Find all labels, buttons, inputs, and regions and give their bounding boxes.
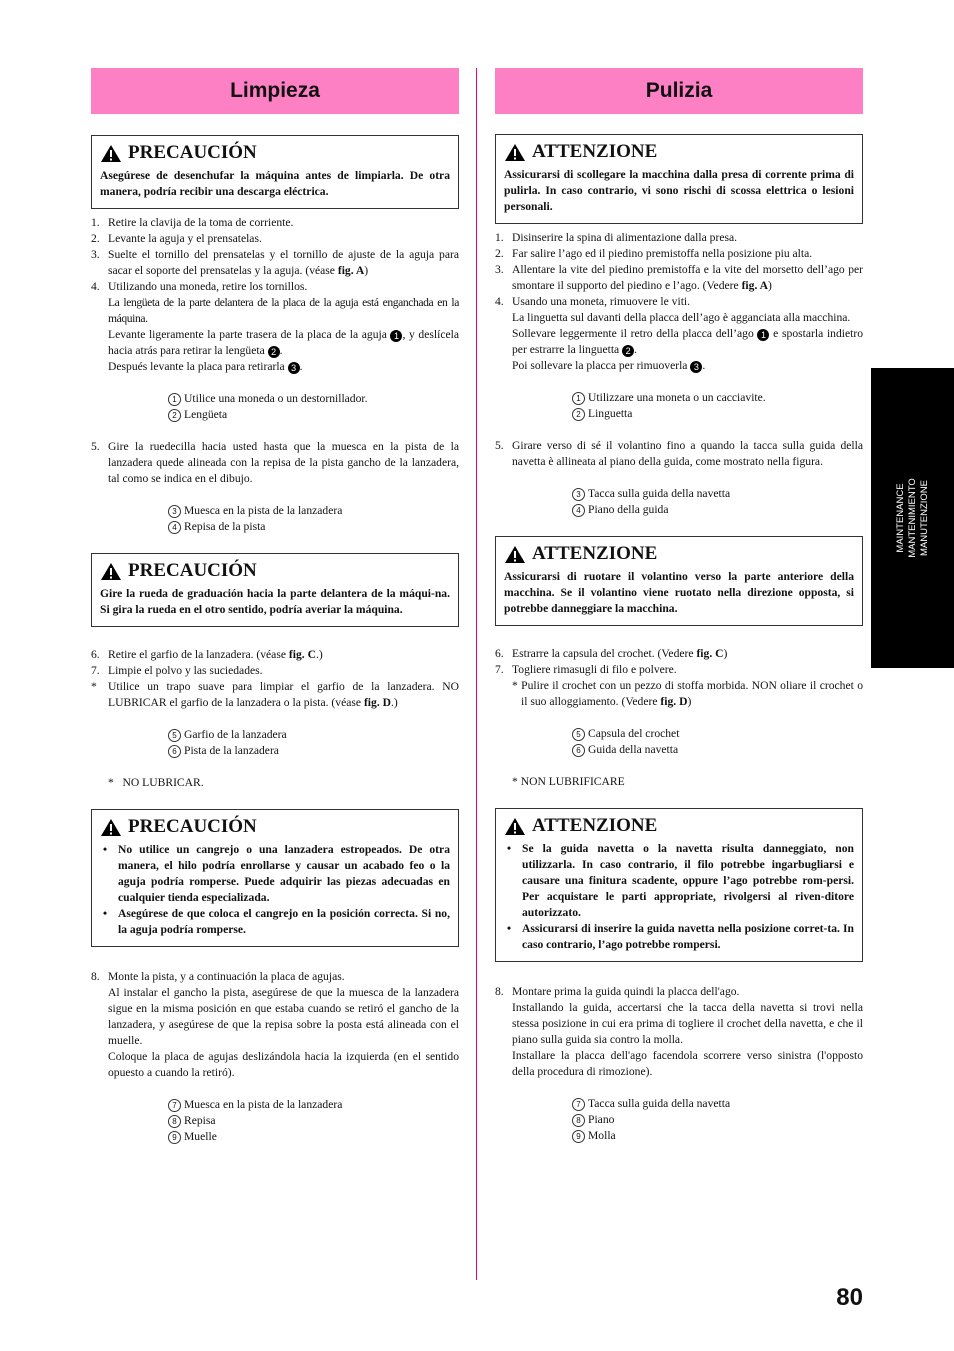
steps-6-7 — [91, 647, 459, 711]
side-tab-label: MANTENIMIENTO — [906, 478, 918, 558]
caution-bullet: • Asegúrese de que coloca el cangrejo en la posición correcta. Si no, la aguja podría romperse. — [100, 906, 450, 938]
steps-1-4 — [91, 215, 459, 375]
captions-7-9: 7 Muesca en la pista de la lanzadera 8 Repisa 9 Muelle — [91, 1097, 459, 1145]
callout-2-icon: 2 — [268, 346, 280, 358]
caution-text: Asegúrese de desenchufar la máquina antes de limpiarla. De otra manera, podría recibir una descarga eléctrica. — [100, 169, 450, 198]
step-4: 4. Utilizando una moneda, retire los tornillos. La lengüeta de la parte delantera de la placa de la aguja está enganchada en la máquina. Levante ligeramente la parte trasera de la placa de la aguja 1 , y deslícela hacia atrás para retirar la lengüeta 2 . Después levante la placa para retirarla 3 . — [91, 280, 459, 373]
warning-icon — [504, 545, 526, 564]
spanish-column — [91, 68, 459, 1145]
steps-1-4 — [495, 230, 863, 374]
caution-text: Gire la rueda de graduación hacia la parte delantera de la máqui-na. Si gira la rueda en el otro sentido, podría averiar la máquina. — [100, 587, 450, 616]
caution-text: Assicurarsi di scollegare la macchina dalla presa di corrente prima di pulirla. In caso contrario, vi sono rischi di scossa elettrica o lesioni personali. — [504, 168, 854, 213]
warning-icon — [504, 817, 526, 836]
side-tab-label: MANUTENZIONE — [918, 480, 930, 556]
note-non-lubrificare: * NON LUBRIFICARE — [512, 775, 625, 788]
caution-box-1 — [91, 135, 459, 209]
captions-3-4: 3 Tacca sulla guida della navetta 4 Piano della guida — [495, 486, 863, 518]
step-7: 7. Limpie el polvo y las suciedades. — [91, 664, 263, 677]
captions-5-6: 5 Capsula del crochet 6 Guida della navetta — [495, 726, 863, 758]
step-7: 7. Togliere rimasugli di filo e polvere. * Pulire il crochet con un pezzo di stoffa morbida. NON oliare il crochet o il suo alloggiamento. (Vedere fig. D) — [495, 663, 863, 708]
step-6: 6. Retire el garfio de la lanzadera. (véase fig. C.) — [91, 648, 323, 661]
step-4: 4. Usando una moneta, rimuovere le viti. La linguetta sul davanti della placca dell’ago è agganciata alla macchina. Sollevare leggermente il retro della placca dell’ago 1 e spostarla indietro per estrarre la linguetta 2 . Poi sollevare la placca per rimuoverla 3 . — [495, 295, 864, 372]
caution-box-2 — [495, 536, 863, 626]
italian-column — [495, 68, 863, 1144]
warning-icon — [100, 818, 122, 837]
warning-icon — [100, 562, 122, 581]
callout-3-icon: 3 — [690, 361, 702, 373]
step-8: 8. Montare prima la guida quindi la placca dell'ago. Installando la guida, accertarsi che la tacca della navetta si trovi nella stessa posizione in cui era prima di togliere il crochet della navetta, e che il piano sulla guida sia contro la molla. Installare la placca dell'ago facendola scorrere verso sinistra (l'opposto della procedura di rimozione). — [495, 985, 863, 1078]
note-no-lubricar: * NO LUBRICAR. — [108, 776, 204, 789]
callout-1-icon: 1 — [757, 329, 769, 341]
caution-bullet: • Se la guida navetta o la navetta risulta danneggiato, non utilizzarla. In caso contrario, il filo potrebbe ingarbugliarsi e causare una finitura scadente, oppure l’ago potrebbe rom-persi. Per acquistare le parti appropriate, rivolgersi al riven-ditore autorizzato. — [504, 841, 854, 921]
callout-3-icon: 3 — [288, 362, 300, 374]
caution-title: PRECAUCIÓN — [128, 560, 257, 581]
caution-box-2 — [91, 553, 459, 627]
step-1: 1. Retire la clavija de la toma de corriente. — [91, 216, 294, 229]
caution-title: PRECAUCIÓN — [128, 816, 257, 837]
section-side-tab — [871, 368, 954, 668]
captions-7-9: 7 Tacca sulla guida della navetta 8 Piano 9 Molla — [495, 1096, 863, 1144]
page-number: 80 — [836, 1284, 863, 1311]
caution-text: Assicurarsi di ruotare il volantino verso la parte anteriore della macchina. Se il volantino viene ruotato nella direzione opposta, si potrebbe danneggiare la macchina. — [504, 570, 854, 615]
step-3: 3. Allentare la vite del piedino premistoffa e la vite del morsetto dell’ago per smontare il supporto del piedino e l’ago. (Vedere fig. A) — [495, 263, 863, 292]
step-6: 6. Estrarre la capsula del crochet. (Vedere fig. C) — [495, 647, 728, 660]
column-divider — [476, 68, 477, 1280]
caution-box-3 — [91, 809, 459, 947]
step-1: 1. Disinserire la spina di alimentazione dalla presa. — [495, 231, 738, 244]
captions-1-2: 1 Utilice una moneda o un destornillador. 2 Lengüeta — [91, 391, 459, 423]
caution-bullet: • Assicurarsi di inserire la guida navetta nella posizione corret-ta. In caso contrario, l’ago potrebbe rompersi. — [504, 921, 854, 953]
captions-5-6: 5 Garfio de la lanzadera 6 Pista de la lanzadera — [91, 727, 459, 759]
step-2: 2. Levante la aguja y el prensatelas. — [91, 232, 262, 245]
side-tab-label: MAINTENANCE — [894, 483, 906, 553]
captions-3-4: 3 Muesca en la pista de la lanzadera 4 Repisa de la pista — [91, 503, 459, 535]
captions-1-2: 1 Utilizzare una moneta o un cacciavite. 2 Linguetta — [495, 390, 863, 422]
caution-title: ATTENZIONE — [532, 543, 658, 564]
step-3: 3. Suelte el tornillo del prensatelas y el tornillo de ajuste de la aguja para sacar el soporte del prensatelas y la aguja. (véase fig. A) — [91, 248, 459, 277]
caution-box-3 — [495, 808, 863, 962]
warning-icon — [100, 144, 122, 163]
caution-bullet: • No utilice un cangrejo o una lanzadera estropeados. De otra manera, el hilo podría enrollarse y causar un acabado feo o la aguja podría romperse. Puede adquirir las piezas adecuadas en cualquier tienda especializada. — [100, 842, 450, 906]
section-title-pulizia: Pulizia — [495, 68, 863, 114]
caution-title: PRECAUCIÓN — [128, 142, 257, 163]
warning-icon — [504, 143, 526, 162]
caution-box-1 — [495, 134, 863, 224]
callout-2-icon: 2 — [622, 345, 634, 357]
step-8: 8. Monte la pista, y a continuación la placa de agujas. Al instalar el gancho la pista, asegúrese de que la muesca de la lanzadera sigue en la misma posición en que estaba cuando se retiró el gancho de la lanzadera, y asegúrese de que la repisa sobre la posta está alineada con el muelle. Coloque la placa de agujas deslizándola hacia la izquierda (en el sentido opuesto a cuando la retiró). — [91, 970, 459, 1079]
caution-title: ATTENZIONE — [532, 141, 658, 162]
step-5: 5. Girare verso di sé il volantino fino a quando la tacca sulla guida della navetta è allineata al piano della guida, come mostrato nella figura. — [495, 439, 863, 468]
step-star: * Utilice un trapo suave para limpiar el garfio de la lanzadera. NO LUBRICAR el garfio de la lanzadera o la pista. (véase fig. D.) — [91, 680, 459, 709]
section-title-limpieza: Limpieza — [91, 68, 459, 114]
steps-6-7 — [495, 646, 863, 710]
step-5: 5. Gire la ruedecilla hacia usted hasta que la muesca en la pista de la lanzadera quede alineada con la repisa de la pista gancho de la lanzadera, tal como se indica en el dibujo. — [91, 440, 459, 485]
callout-1-icon: 1 — [390, 330, 402, 342]
caution-title: ATTENZIONE — [532, 815, 658, 836]
step-2: 2. Far salire l’ago ed il piedino premistoffa nella posizione piu alta. — [495, 247, 813, 260]
